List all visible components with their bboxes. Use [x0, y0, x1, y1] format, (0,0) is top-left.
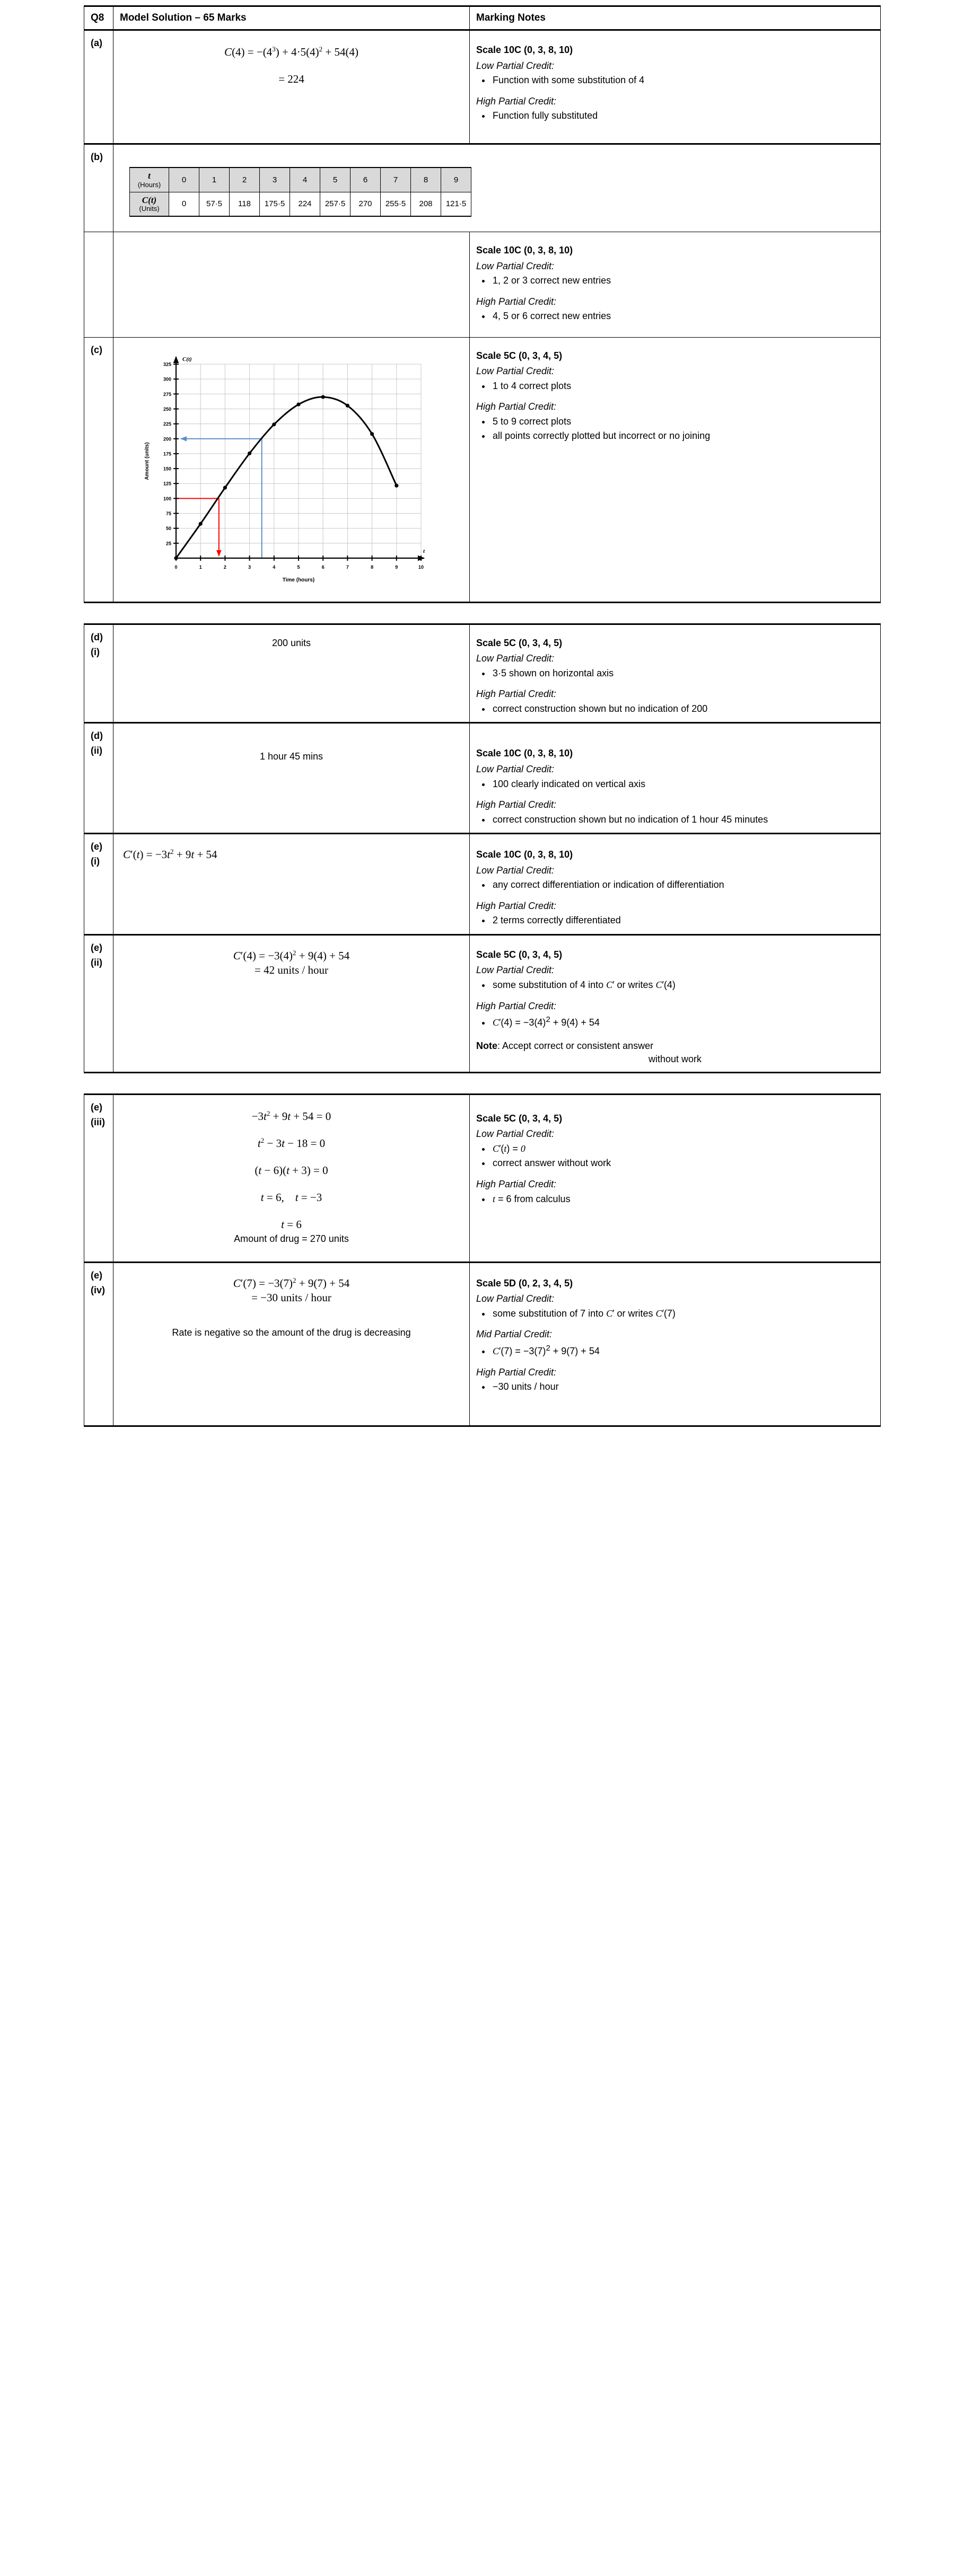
cell-c-2: 118 — [230, 192, 260, 216]
table-row-part-b — [84, 144, 881, 232]
svg-text:8: 8 — [371, 564, 374, 570]
part-label-e-iii: (e) (iii) — [84, 1094, 113, 1262]
marking-scheme-table-block-1 — [84, 5, 881, 603]
table-header-row — [84, 6, 881, 30]
solution-cell-e-i — [113, 834, 470, 935]
solution-e-iv-line-2: = −30 units / hour — [251, 1291, 331, 1304]
notes-cell-a — [470, 30, 881, 144]
solution-a-line-1: $C(4) = -(4^3) + 4\cdot 5(4)^2 + 54(4)$ — [224, 45, 358, 58]
table-row-part-a — [84, 30, 881, 144]
svg-text:125: 125 — [163, 481, 171, 487]
high-credit-label-e-iv: High Partial Credit: — [476, 1366, 557, 1378]
list-item: • C′(t) = 0 — [491, 1142, 874, 1156]
list-item: • t = 6 from calculus — [491, 1193, 874, 1206]
low-credit-label-d-i: Low Partial Credit: — [476, 653, 555, 664]
list-item: • 1 to 4 correct plots — [491, 380, 874, 393]
cell-t-3: 3 — [260, 167, 290, 192]
svg-text:7: 7 — [346, 564, 349, 570]
solution-e-iii-line-4: t = 6, t = −3 — [260, 1190, 322, 1204]
table-row-part-e-i — [84, 834, 881, 935]
graph-container — [120, 343, 463, 596]
notes-cell-d-i — [470, 624, 881, 723]
solution-cell-d-i — [113, 624, 470, 723]
cell-c-3: 175·5 — [260, 192, 290, 216]
svg-text:225: 225 — [163, 421, 171, 427]
low-credit-list-a — [478, 74, 874, 87]
cell-c-7: 255·5 — [381, 192, 411, 216]
svg-text:50: 50 — [165, 525, 171, 531]
solution-e-ii-line-2: = 42 units / hour — [254, 963, 328, 976]
solution-e-iv-line-3: Rate is negative so the amount of the drug is decreasing — [172, 1327, 411, 1338]
low-credit-label-e-iv: Low Partial Credit: — [476, 1293, 555, 1304]
scale-label-e-ii: Scale 5C (0, 3, 4, 5) — [476, 949, 563, 960]
solution-a-line-2: = 224 — [278, 73, 304, 85]
row-header-ct: C(t) (Units) — [130, 192, 169, 216]
list-item: • all points correctly plotted but incorrect or no joining — [491, 429, 874, 443]
svg-text:275: 275 — [163, 391, 171, 397]
scale-label-e-iv: Scale 5D (0, 2, 3, 4, 5) — [476, 1277, 573, 1289]
high-credit-list-e-i — [478, 914, 874, 928]
low-credit-label-a: Low Partial Credit: — [476, 60, 555, 71]
solution-cell-d-ii — [113, 723, 470, 834]
svg-text:5: 5 — [297, 564, 300, 570]
low-credit-label-c: Low Partial Credit: — [476, 366, 555, 377]
high-credit-label-b: High Partial Credit: — [476, 296, 557, 307]
solution-e-iii-line-1: $-3t^2 + 9t + 54 = 0$ — [251, 1109, 331, 1123]
list-item: • 3·5 shown on horizontal axis — [491, 667, 874, 681]
solution-e-iii-line-3: (t − 6)(t + 3) = 0 — [255, 1163, 328, 1177]
svg-text:200: 200 — [163, 436, 171, 442]
svg-text:t: t — [423, 548, 425, 554]
column-header-question: Q8 — [84, 6, 113, 30]
notes-cell-e-ii — [470, 934, 881, 1072]
cell-c-9: 121·5 — [441, 192, 471, 216]
svg-text:100: 100 — [163, 496, 171, 501]
scale-label-e-iii: Scale 5C (0, 3, 4, 5) — [476, 1113, 563, 1124]
low-credit-label-d-ii: Low Partial Credit: — [476, 764, 555, 775]
high-credit-label-e-iii: High Partial Credit: — [476, 1178, 557, 1189]
row-header-t: t (Hours) — [130, 167, 169, 192]
table-row-part-b-notes — [84, 232, 881, 338]
notes-cell-d-ii — [470, 723, 881, 834]
high-credit-list-e-iii — [478, 1193, 874, 1206]
cell-c-1: 57·5 — [199, 192, 230, 216]
cell-c-6: 270 — [350, 192, 381, 216]
scale-label-e-i: Scale 10C (0, 3, 8, 10) — [476, 849, 573, 860]
low-credit-list-e-iii — [478, 1142, 874, 1170]
notes-cell-e-iii — [470, 1094, 881, 1262]
cell-t-4: 4 — [290, 167, 320, 192]
list-item: • 5 to 9 correct plots — [491, 415, 874, 429]
table-row-part-e-iii — [84, 1094, 881, 1262]
cell-t-5: 5 — [320, 167, 350, 192]
svg-text:25: 25 — [165, 541, 171, 546]
cell-t-8: 8 — [411, 167, 441, 192]
low-credit-label-e-iii: Low Partial Credit: — [476, 1128, 555, 1140]
cell-t-1: 1 — [199, 167, 230, 192]
high-credit-label-c: High Partial Credit: — [476, 401, 557, 412]
solution-e-iii-line-5: t = 6 — [281, 1218, 302, 1231]
part-label-b: (b) — [84, 144, 113, 232]
table-row-t-values — [130, 167, 471, 192]
svg-text:3: 3 — [248, 564, 251, 570]
solution-e-iii-line-2: $t^2 - 3t - 18 = 0$ — [257, 1136, 326, 1150]
svg-text:6: 6 — [321, 564, 325, 570]
scale-label-b: Scale 10C (0, 3, 8, 10) — [476, 245, 573, 255]
solution-e-iv-line-1: $C'(7) = -3(7)^2 + 9(7) + 54$ — [233, 1276, 350, 1290]
list-item: • 100 clearly indicated on vertical axis — [491, 778, 874, 791]
list-item: • 2 terms correctly differentiated — [491, 914, 874, 928]
scale-label-c: Scale 5C (0, 3, 4, 5) — [476, 350, 563, 361]
part-label-a: (a) — [84, 30, 113, 144]
table-row-part-d-i — [84, 624, 881, 723]
cell-t-6: 6 — [350, 167, 381, 192]
solution-cell-e-iv — [113, 1262, 470, 1426]
mid-credit-list-e-iv — [478, 1343, 874, 1358]
cell-t-9: 9 — [441, 167, 471, 192]
svg-text:C(t): C(t) — [182, 356, 192, 363]
svg-text:1: 1 — [199, 564, 202, 570]
list-item: • some substitution of 4 into C′ or writes C′(4) — [491, 978, 874, 992]
notes-cell-e-iv — [470, 1262, 881, 1426]
solution-d-i-text: 200 units — [271, 637, 311, 648]
table-row-part-e-ii — [84, 934, 881, 1072]
high-credit-label-d-i: High Partial Credit: — [476, 689, 557, 700]
note-e-ii: Note: Accept correct or consistent answer without work — [476, 1040, 702, 1065]
list-item: • Function fully substituted — [491, 109, 874, 123]
list-item: • 4, 5 or 6 correct new entries — [491, 310, 874, 323]
scale-label-d-ii: Scale 10C (0, 3, 8, 10) — [476, 748, 573, 759]
block-gap-1 — [84, 603, 880, 623]
solution-e-i-expression: $C'(t) = -3t^2 + 9t + 54$ — [123, 848, 217, 861]
table-row-part-c — [84, 337, 881, 602]
part-label-b-notes-spacer — [84, 232, 113, 338]
svg-text:300: 300 — [163, 376, 171, 382]
list-item: • $C'(4) = -3(4)^2 + 9(4) + 54$ — [491, 1014, 874, 1030]
high-credit-list-e-iv — [478, 1380, 874, 1394]
solution-cell-c — [113, 337, 470, 602]
low-credit-list-c — [478, 380, 874, 393]
mid-credit-label-e-iv: Mid Partial Credit: — [476, 1329, 553, 1340]
high-credit-label-e-ii: High Partial Credit: — [476, 1000, 557, 1011]
solution-cell-b — [113, 144, 881, 232]
low-credit-list-e-iv — [478, 1307, 874, 1321]
solution-cell-a — [113, 30, 470, 144]
list-item: • Function with some substitution of 4 — [491, 74, 874, 87]
svg-text:150: 150 — [163, 466, 171, 472]
svg-text:75: 75 — [165, 510, 171, 516]
list-item: • −30 units / hour — [491, 1380, 874, 1394]
low-credit-list-d-ii — [478, 778, 874, 791]
solution-cell-b-notes-empty — [113, 232, 470, 338]
high-credit-list-e-ii — [478, 1014, 874, 1030]
svg-text:9: 9 — [395, 564, 398, 570]
solution-e-iii-final: Amount of drug = 270 units — [234, 1233, 349, 1244]
solution-cell-e-ii — [113, 934, 470, 1072]
svg-text:2: 2 — [223, 564, 226, 570]
low-credit-label-e-ii: Low Partial Credit: — [476, 965, 555, 976]
column-header-model-solution: Model Solution – 65 Marks — [113, 6, 470, 30]
scale-label-a: Scale 10C (0, 3, 8, 10) — [476, 45, 573, 55]
part-label-d-i: (d) (i) — [84, 624, 113, 723]
column-header-marking-notes: Marking Notes — [470, 6, 881, 30]
svg-text:250: 250 — [163, 406, 171, 412]
list-item: • correct construction shown but no indication of 200 — [491, 702, 874, 716]
cell-c-4: 224 — [290, 192, 320, 216]
low-credit-list-e-ii — [478, 978, 874, 992]
low-credit-label-b: Low Partial Credit: — [476, 260, 555, 271]
data-table-c-of-t — [129, 167, 471, 217]
high-credit-list-d-i — [478, 702, 874, 716]
part-label-e-i: (e) (i) — [84, 834, 113, 935]
svg-text:Amount (units): Amount (units) — [144, 442, 150, 480]
table-row-c-values — [130, 192, 471, 216]
list-item: • correct answer without work — [491, 1157, 874, 1170]
svg-text:10: 10 — [418, 564, 424, 570]
notes-cell-b — [470, 232, 881, 338]
notes-cell-e-i — [470, 834, 881, 935]
low-credit-list-e-i — [478, 878, 874, 892]
high-credit-label-d-ii: High Partial Credit: — [476, 799, 557, 810]
part-label-e-iv: (e) (iv) — [84, 1262, 113, 1426]
high-credit-list-a — [478, 109, 874, 123]
marking-scheme-table-block-3 — [84, 1093, 881, 1427]
svg-text:4: 4 — [273, 564, 276, 570]
svg-text:325: 325 — [163, 361, 171, 367]
high-credit-list-b — [478, 310, 874, 323]
low-credit-list-d-i — [478, 667, 874, 681]
list-item: • $C'(7) = -3(7)^2 + 9(7) + 54$ — [491, 1343, 874, 1358]
solution-e-ii-line-1: $C'(4) = -3(4)^2 + 9(4) + 54$ — [233, 948, 350, 962]
scale-label-d-i: Scale 5C (0, 3, 4, 5) — [476, 637, 563, 648]
list-item: • correct construction shown but no indication of 1 hour 45 minutes — [491, 813, 874, 827]
svg-text:0: 0 — [174, 564, 178, 570]
solution-cell-e-iii — [113, 1094, 470, 1262]
list-item: • 1, 2 or 3 correct new entries — [491, 274, 874, 288]
high-credit-label-e-i: High Partial Credit: — [476, 900, 557, 911]
list-item: • some substitution of 7 into C′ or writes C′(7) — [491, 1307, 874, 1321]
svg-text:175: 175 — [163, 451, 171, 457]
cell-t-2: 2 — [230, 167, 260, 192]
solution-d-ii-text: 1 hour 45 mins — [259, 751, 323, 762]
high-credit-label-a: High Partial Credit: — [476, 95, 557, 107]
part-label-d-ii: (d) (ii) — [84, 723, 113, 834]
c-of-t-graph — [135, 350, 432, 589]
part-label-c: (c) — [84, 337, 113, 602]
table-row-part-d-ii — [84, 723, 881, 834]
cell-c-0: 0 — [169, 192, 199, 216]
table-row-part-e-iv — [84, 1262, 881, 1426]
list-item: • any correct differentiation or indication of differentiation — [491, 878, 874, 892]
low-credit-list-b — [478, 274, 874, 288]
part-label-e-ii: (e) (ii) — [84, 934, 113, 1072]
cell-t-0: 0 — [169, 167, 199, 192]
high-credit-list-c — [478, 415, 874, 443]
notes-cell-c — [470, 337, 881, 602]
low-credit-label-e-i: Low Partial Credit: — [476, 864, 555, 876]
cell-c-5: 257·5 — [320, 192, 350, 216]
high-credit-list-d-ii — [478, 813, 874, 827]
block-gap-2 — [84, 1073, 880, 1093]
svg-text:Time (hours): Time (hours) — [282, 577, 315, 583]
cell-c-8: 208 — [411, 192, 441, 216]
cell-t-7: 7 — [381, 167, 411, 192]
marking-scheme-table-block-2 — [84, 623, 881, 1073]
